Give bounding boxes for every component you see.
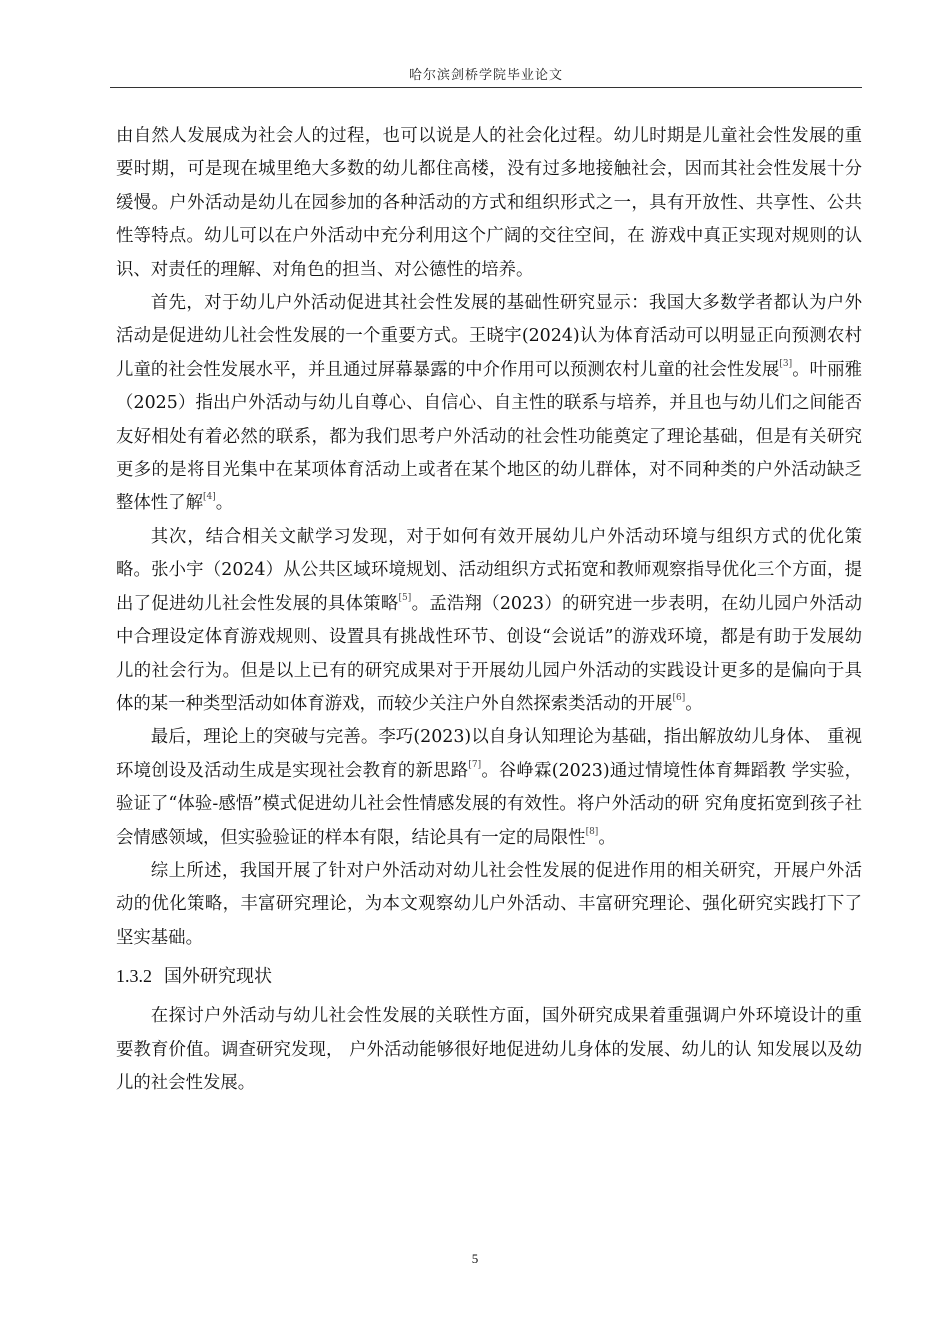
paragraph-text: 。 — [685, 693, 703, 714]
header-rule — [110, 87, 862, 88]
paragraph — [116, 1000, 862, 1100]
citation-marker: [3] — [779, 358, 793, 369]
paragraph-text: 。叶丽雅（2025）指出户外活动与幼儿自尊心、自信心、自主性的联系与培养，并且也与幼儿们之间能否友好相处有着必然的联系，都为我们思考户外活动的社会性功能奠定了理论基础，但是有关研究更多的是将目光集中在某项体育活动上或者在某个地区的幼儿群体，对不同种类的户外活动缺乏整体性了解 — [116, 359, 862, 514]
running-header: 哈尔滨剑桥学院毕业论文 — [408, 68, 563, 83]
section-paragraphs — [116, 1000, 862, 1100]
citation-marker: [6] — [672, 692, 686, 703]
citation-marker: [5] — [398, 592, 412, 603]
paragraph-text: 首先，对于幼儿户外活动促进其社会性发展的基础性研究显示：我国大多数学者都认为户外活动是促进幼儿社会性发展的一个重要方式。王晓宇(2024)认为体育活动可以明显正向预测农村儿童的社会性发展水平，并且通过屏幕暴露的中介作用可以预测农村儿童的社会性发展 — [116, 293, 862, 380]
paragraph-text: 最后，理论上的突破与完善。李巧(2023)以自身认知理论为基础，指出解放幼儿身体、 重视环境创设及活动生成是实现社会教育的新思路 — [116, 727, 862, 781]
paragraph-text: 。 — [215, 493, 234, 514]
section-heading — [116, 961, 862, 992]
citation-marker: [8] — [585, 826, 599, 837]
paragraph-text: 在探讨户外活动与幼儿社会性发展的关联性方面，国外研究成果着重强调户外环境设计的重要教育价值。调查研究发现， 户外活动能够很好地促进幼儿身体的发展、幼儿的认 知发展以及幼儿的社会性发展。 — [116, 1006, 862, 1093]
section-title: 国外研究现状 — [164, 966, 272, 988]
paragraph-text: 。 — [598, 827, 616, 848]
paragraph — [116, 287, 862, 521]
paragraph-text: 。孟浩翔（2023）的研究进一步表明，在幼儿园户外活动中合理设定体育游戏规则、设置具有挑战性环节、创设“会说话”的游戏环境，都是有助于发展幼儿的社会行为。但是以上已有的研究成果对于开展幼儿园户外活动的实践设计更多的是偏向于具体的某一种类型活动如体育游戏，而较少关注户外自然探索类活动的开展 — [116, 593, 862, 714]
paper-body — [116, 120, 862, 1100]
paragraph — [116, 721, 862, 855]
paragraph-text: 其次，结合相关文献学习发现，对于如何有效开展幼儿户外活动环境与组织方式的优化策略。张小宇（2024）从公共区域环境规划、活动组织方式拓宽和教师观察指导优化三个方面，提出了促进幼儿社会性发展的具体策略 — [116, 526, 862, 614]
paragraph — [116, 521, 862, 721]
paragraph — [116, 120, 862, 287]
paragraph-text: 。谷峥霖(2023)通过情境性体育舞蹈教 学实验，验证了“体验-感悟”模式促进幼儿社会性情感发展的有效性。将户外活动的研 究角度拓宽到孩子社会情感领域，但实验验证的样本有限，结论具有一定的局限性 — [116, 760, 862, 848]
paragraph — [116, 855, 862, 955]
citation-marker: [7] — [468, 759, 482, 770]
citation-marker: [4] — [202, 492, 216, 503]
paragraph-text: 综上所述，我国开展了针对户外活动对幼儿社会性发展的促进作用的相关研究，开展户外活动的优化策略，丰富研究理论，为本文观察幼儿户外活动、丰富研究理论、强化研究实践打下了坚实基础。 — [116, 860, 862, 948]
section-number: 1.3.2 — [116, 966, 152, 987]
page-number: 5 — [471, 1251, 479, 1266]
paragraph-text: 由自然人发展成为社会人的过程，也可以说是人的社会化过程。幼儿时期是儿童社会性发展的重要时期，可是现在城里绝大多数的幼儿都住高楼，没有过多地接触社会，因而其社会性发展十分缓慢。户外活动是幼儿在园参加的各种活动的方式和组织形式之一，具有开放性、共享性、公共性等特点。幼儿可以在户外活动中充分利用这个广阔的交往空间，在 游戏中真正实现对规则的认识、对责任的理解、对角色的担当、对公德性的培养。 — [116, 126, 862, 280]
body-paragraphs — [116, 120, 862, 955]
